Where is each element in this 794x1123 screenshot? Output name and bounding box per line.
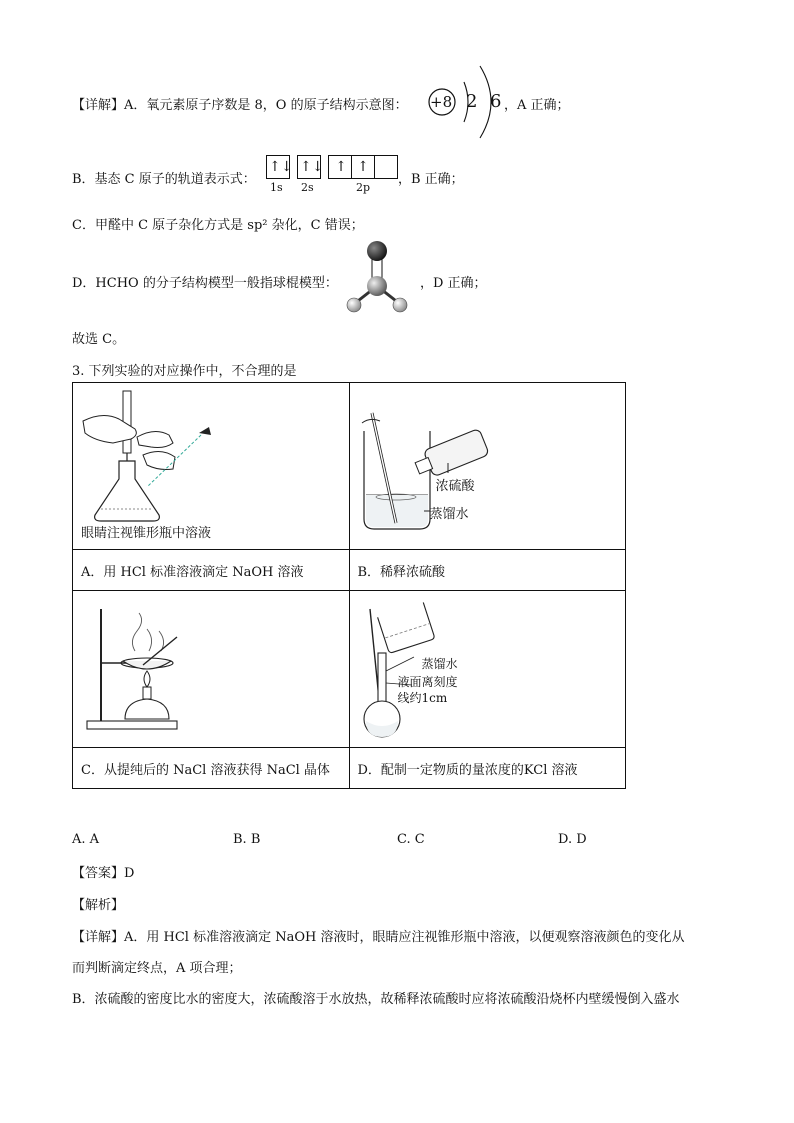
detail-c: C．甲醛中 C 原子杂化方式是 sp² 杂化，C 错误；	[72, 218, 364, 233]
dilution-illustration	[350, 383, 616, 549]
hydrogen-ball-right	[393, 298, 407, 312]
shell-1-electrons: 2	[466, 91, 478, 112]
orbital-label-2s: 2s	[301, 181, 314, 194]
shell-2-electrons: 6	[490, 91, 502, 112]
detail-a-suffix: ，A 正确；	[504, 98, 570, 113]
oxygen-ball	[367, 241, 387, 261]
evaporation-illustration	[73, 591, 359, 747]
orbital-label-1s: 1s	[270, 181, 283, 194]
orbital-2s-box	[297, 155, 324, 179]
option-b-cell: B．稀释浓硫酸	[349, 550, 626, 591]
cell-b-image	[349, 383, 626, 550]
label-distilled-water-b: 蒸馏水	[429, 507, 469, 522]
choose-answer: 故选 C。	[72, 332, 126, 347]
detail-b-prefix: B．基态 C 原子的轨道表示式：	[72, 172, 256, 187]
detail-a-explanation-line1: 【详解】A．用 HCl 标准溶液滴定 NaOH 溶液时，眼睛应注视锥形瓶中溶液，以便观察溶液颜色的变化从	[72, 930, 685, 945]
detail-d-suffix: ，D 正确；	[420, 276, 487, 291]
volumetric-flask-illustration	[350, 591, 616, 747]
experiment-table	[72, 382, 626, 789]
detail-a-prefix: 【详解】A．氧元素原子序数是 8，O 的原子结构示意图：	[72, 98, 408, 113]
cell-d-image	[349, 591, 626, 748]
cell-c-image	[73, 591, 350, 748]
analysis-heading: 【解析】	[72, 898, 125, 913]
answer-line: 【答案】D	[72, 866, 135, 881]
choice-a: A. A	[72, 832, 100, 847]
detail-a-explanation-line2: 而判断滴定终点，A 项合理；	[72, 961, 242, 976]
orbital-1s-arrows: ↑↓	[269, 159, 293, 175]
orbital-1s-box	[266, 155, 293, 179]
orbital-2p-2-arrow: ↑	[357, 159, 369, 175]
orbital-2p-box	[328, 155, 398, 179]
nucleus-charge: +8	[430, 93, 453, 111]
option-d-cell: D．配制一定物质的量浓度的KCl 溶液	[349, 748, 626, 789]
orbital-2p-1-arrow: ↑	[335, 159, 347, 175]
hcho-ball-stick-model	[340, 238, 414, 318]
label-conc-sulfuric-acid: 浓硫酸	[435, 479, 475, 494]
label-about-1cm: 线约1cm	[397, 691, 448, 705]
label-liquid-level: 液面离刻度	[397, 675, 458, 689]
label-distilled-water-d: 蒸馏水	[421, 657, 458, 671]
orbital-2s-arrows: ↑↓	[300, 159, 324, 175]
cell-a-caption: 眼睛注视锥形瓶中溶液	[81, 526, 212, 541]
orbital-label-2p: 2p	[356, 181, 371, 194]
cell-a-image	[73, 383, 350, 550]
choice-d: D. D	[558, 832, 587, 847]
choice-c: C. C	[397, 832, 425, 847]
option-c-cell: C．从提纯后的 NaCl 溶液获得 NaCl 晶体	[73, 748, 350, 789]
orbital-2p-3-arrow	[375, 156, 397, 178]
choice-b: B. B	[233, 832, 261, 847]
detail-b-explanation-line1: B．浓硫酸的密度比水的密度大，浓硫酸溶于水放热，故稀释浓硫酸时应将浓硫酸沿烧杯内壁缓慢倒入盛水	[72, 992, 680, 1007]
carbon-ball	[367, 276, 387, 296]
option-a-cell: A．用 HCl 标准溶液滴定 NaOH 溶液	[73, 550, 350, 591]
detail-d-prefix: D．HCHO 的分子结构模型一般指球棍模型：	[72, 276, 338, 291]
hydrogen-ball-left	[347, 298, 361, 312]
detail-b-suffix: ，B 正确；	[398, 172, 464, 187]
question-3-title: 3. 下列实验的对应操作中，不合理的是	[72, 364, 297, 379]
